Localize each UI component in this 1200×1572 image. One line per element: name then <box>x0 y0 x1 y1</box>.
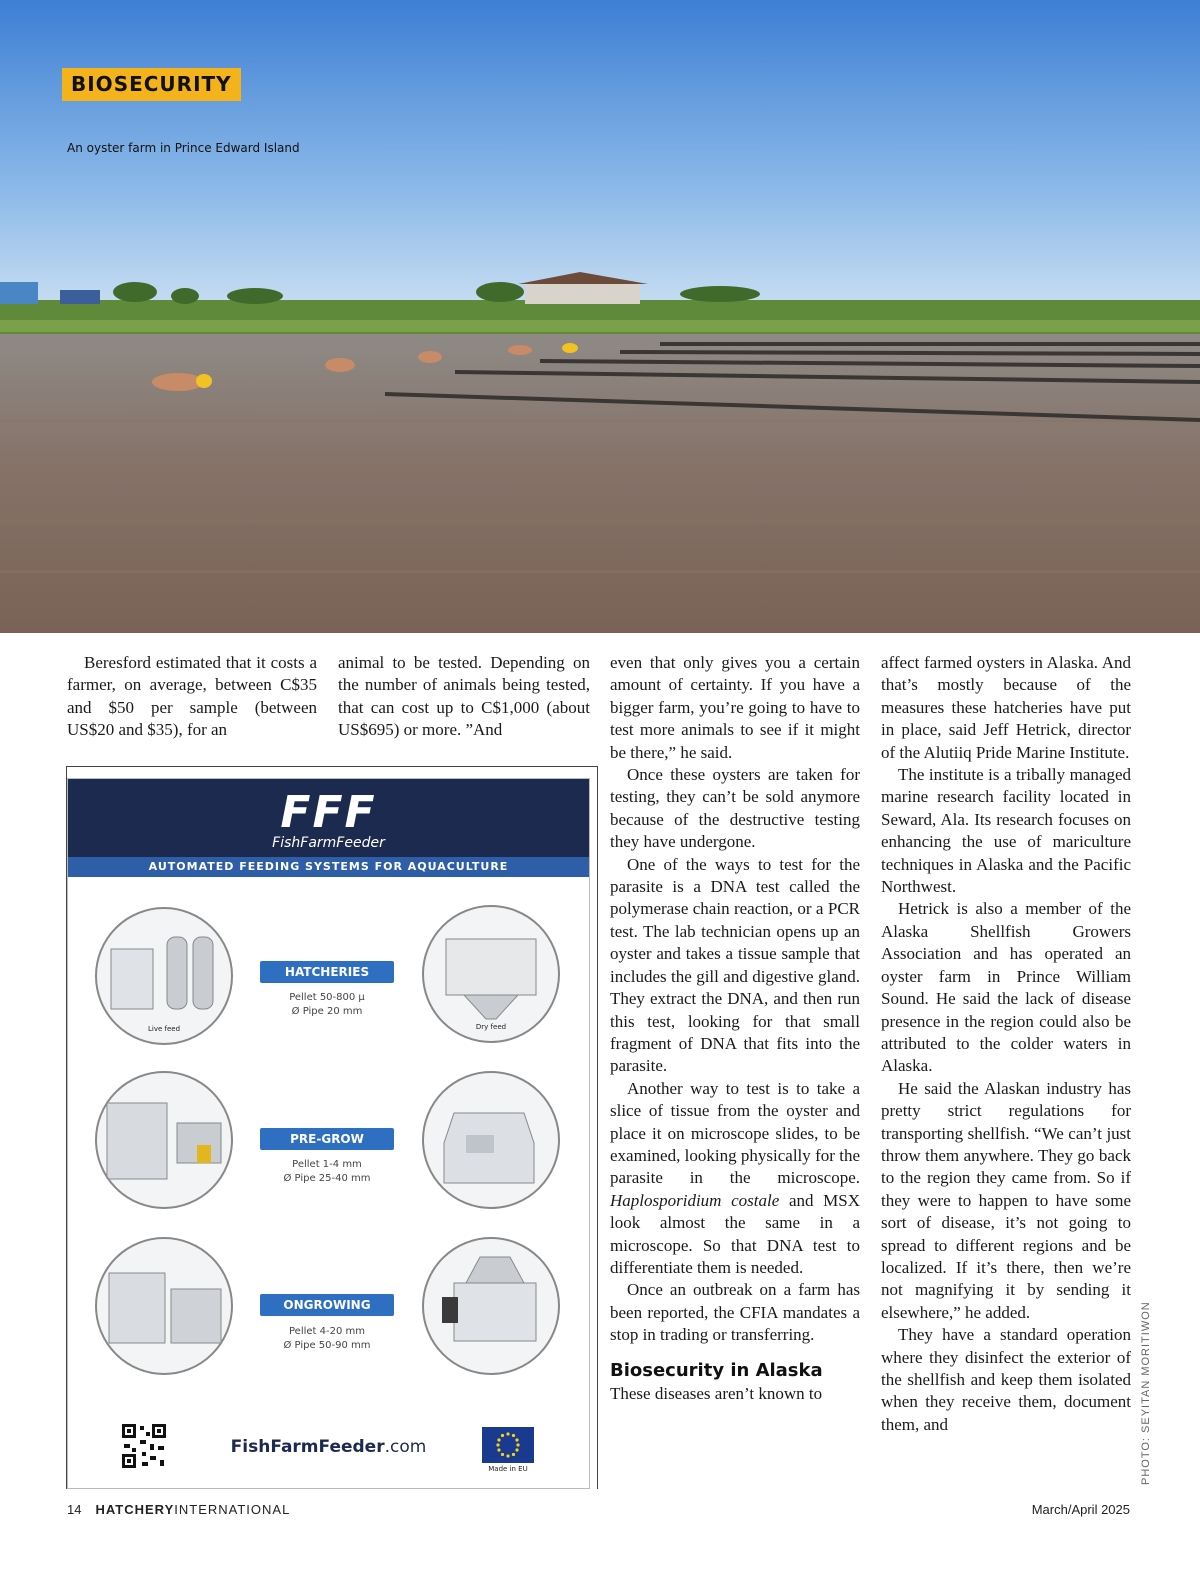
issue-date: March/April 2025 <box>1031 1502 1130 1517</box>
paragraph: They have a standard operation where they disinfect the exterior of the shellfish and keep them isolated when they receive them, document them, and <box>881 1325 1131 1434</box>
article-column-2 <box>338 652 590 742</box>
image-caption: Dry feed <box>475 1023 507 1031</box>
photo-caption: An oyster farm in Prince Edward Island <box>67 141 300 155</box>
ad-tagline: AUTOMATED FEEDING SYSTEMS FOR AQUACULTURE <box>68 857 589 877</box>
page-footer-left <box>67 1502 290 1517</box>
website-tld: .com <box>384 1437 427 1457</box>
spec-line: Ø Pipe 25-40 mm <box>283 1173 371 1184</box>
spec-line: Pellet 1-4 mm <box>292 1159 362 1170</box>
made-in-eu-label: Made in EU <box>488 1465 528 1473</box>
article-column-3 <box>610 652 860 1405</box>
brand-name: FishFarmFeeder <box>272 835 385 851</box>
paragraph: animal to be tested. Depending on the number of animals being tested, that can cost up to C$1,000 (about US$695) or more. ”And <box>338 653 590 740</box>
paragraph: These diseases aren’t known to <box>610 1383 823 1403</box>
photo-credit: PHOTO: SEYITAN MORITIWON <box>1140 1301 1152 1485</box>
article-column-4 <box>881 652 1131 1436</box>
machine-illustration <box>97 1073 231 1207</box>
spec-line: Pellet 50-800 µ <box>289 992 365 1003</box>
article-column-1 <box>67 652 317 742</box>
paragraph: One of the ways to test for the parasite is a DNA test called the polymerase chain reaction, or a PCR test. The lab technician opens up an oyster and takes a tissue sample that includes the gill and digestive gland. They extract the DNA, and then run this test, looking for that small fragment of DNA that fits into the parasite. <box>610 854 860 1076</box>
machine-illustration <box>97 1239 231 1373</box>
paragraph-text: Another way to test is to take a slice of tissue from the oyster and place it on microscope slides, to be examined, looking physically for the parasite in the microscope. <box>610 1078 860 1188</box>
ongrowing-feeder-image <box>422 1237 560 1375</box>
machine-illustration <box>97 909 231 1043</box>
magazine-name-light: INTERNATIONAL <box>174 1502 291 1517</box>
pre-grow-machine-image <box>95 1071 233 1209</box>
dry-feed-machine-image <box>422 905 560 1043</box>
paragraph: Hetrick is also a member of the Alaska Shellfish Growers Association and has operated an oyster farm in Prince William Sound. He said the lack of disease presence in the region could also be attributed to the colder waters in Alaska. <box>881 899 1131 1076</box>
advertisement[interactable] <box>67 778 590 1489</box>
paragraph: affect farmed oysters in Alaska. And that’s mostly because of the measures these hatcheries have put in place, said Jeff Hetrick, director of the Alutiiq Pride Marine Institute. <box>881 653 1131 762</box>
machine-illustration <box>424 1239 558 1373</box>
paragraph: He said the Alaskan industry has pretty strict regulations for transporting shellfish. “We can’t just throw them anywhere. They go back to the region they came from. So if they were to happen to have some sort of disease, it’s not going to spread to different regions and be localized. If it’s there, then we’re not magnifying it by sending it elsewhere,” he added. <box>881 1078 1131 1322</box>
paragraph: Once an outbreak on a farm has been reported, the CFIA mandates a stop in trading or transferring. <box>610 1280 860 1345</box>
page-number: 14 <box>67 1502 82 1517</box>
paragraph: Once these oysters are taken for testing, they can’t be sold anymore because of the destructive testing they have undergone. <box>610 765 860 852</box>
paragraph-text: and MSX look almost the same in a microscope. So that DNA test to differentiate them is needed. <box>610 1190 861 1277</box>
species-name: Haplosporidium costale <box>610 1190 780 1210</box>
pre-grow-feeder-image <box>422 1071 560 1209</box>
spec-line: Ø Pipe 20 mm <box>291 1006 363 1017</box>
section-tag: BIOSECURITY <box>62 68 241 101</box>
machine-illustration <box>424 907 558 1041</box>
machine-illustration <box>424 1073 558 1207</box>
paragraph: Beresford estimated that it costs a farmer, on average, between C$35 and $50 per sample (between US$20 and $35), for an <box>67 653 317 740</box>
paragraph <box>610 1078 860 1280</box>
ad-header <box>68 779 589 857</box>
image-caption: Live feed <box>147 1025 181 1033</box>
ongrowing-machine-image <box>95 1237 233 1375</box>
magazine-name-bold: HATCHERY <box>95 1502 175 1517</box>
spec-line: Pellet 4-20 mm <box>289 1326 365 1337</box>
live-feed-machine-image <box>95 907 233 1045</box>
brand-logo: FFF <box>280 787 377 838</box>
paragraph: The institute is a tribally managed marine research facility located in Seward, Ala. Its research focuses on enhancing the use of mariculture techniques in Alaska and the Pacific Northwest. <box>881 765 1131 897</box>
subheading: Biosecurity in Alaska <box>610 1359 823 1381</box>
ongrowing-label: ONGROWING <box>260 1294 394 1316</box>
paragraph: even that only gives you a certain amount of certainty. If you have a bigger farm, you’re going to have to test more animals to see if it might be there,” he said. <box>610 653 860 762</box>
hatcheries-label: HATCHERIES <box>260 961 394 983</box>
pre-grow-label: PRE-GROW <box>260 1128 394 1150</box>
eu-flag-icon <box>482 1427 534 1463</box>
spec-line: Ø Pipe 50-90 mm <box>283 1340 371 1351</box>
website-main: FishFarmFeeder <box>230 1437 385 1457</box>
